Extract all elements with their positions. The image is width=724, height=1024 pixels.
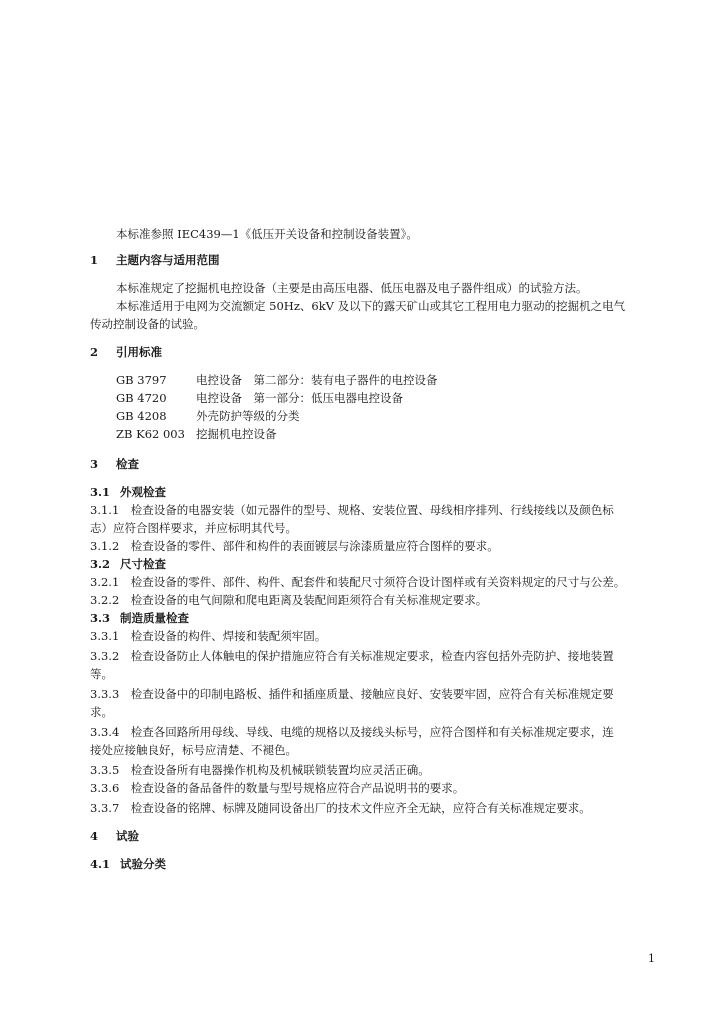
clause-continuation: 等。	[90, 667, 113, 681]
standard-title: 电控设备 第一部分：低压电器电控设备	[196, 391, 403, 405]
section-number: 2	[90, 345, 99, 359]
section-title: 检查	[116, 457, 139, 471]
clause-3-3-2: 3.3.2 检查设备防止人体触电的保护措施应符合有关标准规定要求，检查内容包括外壳防护、接地装置	[90, 649, 614, 663]
subsection-3-3-heading	[90, 610, 189, 626]
clause-3-3-7: 3.3.7 检查设备的铭牌、标牌及随同设备出厂的技术文件应齐全无缺，应符合有关标准规定要求。	[90, 801, 591, 815]
section-3-heading	[90, 456, 139, 472]
paragraph: 本标准适用于电网为交流额定 50Hz、6kV 及以下的露天矿山或其它工程用电力驱动的挖掘机之电气	[116, 299, 626, 313]
clause-3-2-1: 3.2.1 检查设备的零件、部件、构件、配套件和装配尺寸须符合设计图样或有关资料规定的尺寸与公差。	[90, 575, 626, 589]
section-number: 3.2	[90, 557, 111, 571]
intro-paragraph: 本标准参照 IEC439—1《低压开关设备和控制设备装置》。	[116, 227, 418, 241]
section-title: 尺寸检查	[120, 557, 166, 571]
section-title: 试验	[116, 829, 139, 843]
clause-3-1-2: 3.1.2 检查设备的零件、部件和构件的表面镀层与涂漆质量应符合图样的要求。	[90, 539, 499, 553]
section-title: 外观检查	[120, 485, 166, 499]
standard-title: 挖掘机电控设备	[196, 427, 277, 441]
subsection-3-2-heading	[90, 556, 166, 572]
paragraph: 本标准规定了挖掘机电控设备（主要是由高压电器、低压电器及电子器件组成）的试验方法。	[116, 281, 588, 295]
section-title: 引用标准	[116, 345, 162, 359]
section-number: 4.1	[90, 857, 111, 871]
subsection-4-1-heading	[90, 856, 166, 872]
standard-title: 电控设备 第二部分：装有电子器件的电控设备	[196, 373, 438, 387]
standard-title: 外壳防护等级的分类	[196, 409, 300, 423]
standard-code: GB 4720	[116, 391, 167, 405]
section-number: 3.3	[90, 611, 111, 625]
section-number: 4	[90, 829, 99, 843]
section-1-heading	[90, 252, 220, 268]
section-title: 试验分类	[120, 857, 166, 871]
clause-3-2-2: 3.2.2 检查设备的电气间隙和爬电距离及装配间距须符合有关标准规定要求。	[90, 593, 488, 607]
clause-3-3-4: 3.3.4 检查各回路所用母线、导线、电缆的规格以及接线头标号，应符合图样和有关标准规定要求，连	[90, 725, 614, 739]
standard-code: GB 3797	[116, 373, 167, 387]
clause-3-1-1: 3.1.1 检查设备的电器安装（如元器件的型号、规格、安装位置、母线相序排列、行线接线以及颜色标	[90, 503, 614, 517]
section-title: 制造质量检查	[120, 611, 189, 625]
section-number: 3.1	[90, 485, 111, 499]
standard-code: GB 4208	[116, 409, 167, 423]
standard-code: ZB K62 003	[116, 427, 185, 441]
clause-3-3-5: 3.3.5 检查设备所有电器操作机构及机械联锁装置均应灵活正确。	[90, 763, 430, 777]
page-number: 1	[648, 952, 655, 965]
section-2-heading	[90, 344, 162, 360]
clause-continuation: 志）应符合图样要求，并应标明其代号。	[90, 521, 297, 535]
section-number: 1	[90, 253, 99, 267]
clause-3-3-1: 3.3.1 检查设备的构件、焊接和装配须牢固。	[90, 629, 327, 643]
section-title: 主题内容与适用范围	[116, 253, 220, 267]
clause-continuation: 接处应接触良好，标号应清楚、不褪色。	[90, 743, 297, 757]
paragraph-continuation: 传动控制设备的试验。	[90, 317, 205, 331]
clause-3-3-6: 3.3.6 检查设备的备品备件的数量与型号规格应符合产品说明书的要求。	[90, 781, 465, 795]
subsection-3-1-heading	[90, 484, 166, 500]
clause-3-3-3: 3.3.3 检查设备中的印制电路板、插件和插座质量、接触应良好、安装要牢固，应符合有关标准规定要	[90, 687, 614, 701]
section-4-heading	[90, 828, 139, 844]
section-number: 3	[90, 457, 99, 471]
clause-continuation: 求。	[90, 705, 113, 719]
